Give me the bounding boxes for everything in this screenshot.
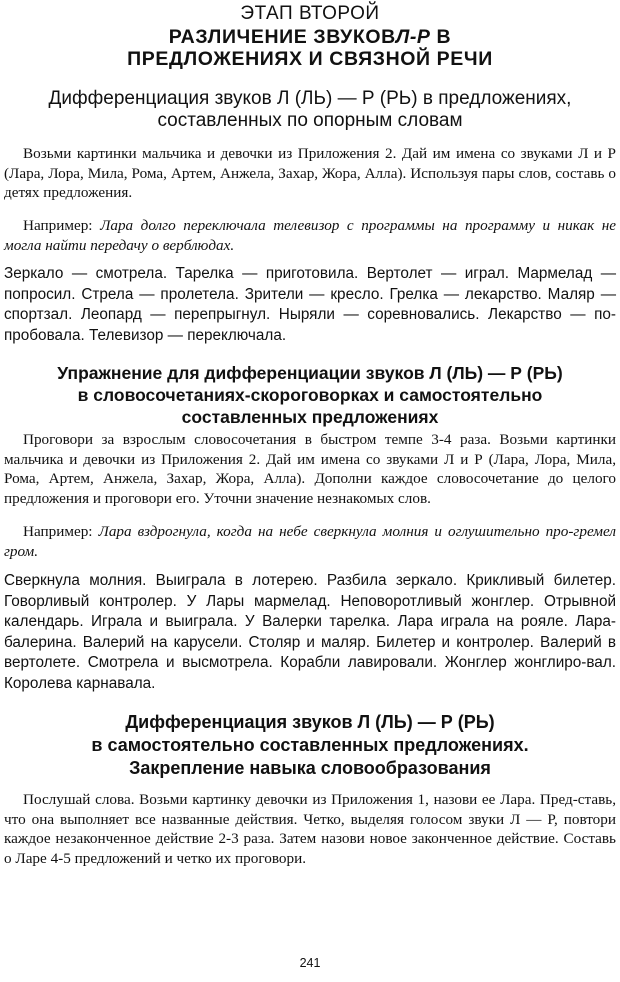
section2-example-label: Например: (23, 523, 99, 540)
section2-title-line3: составленных предложениях (181, 407, 439, 427)
section1-example-label: Например: (23, 217, 101, 234)
section1-instruction: Возьми картинки мальчика и девочки из Приложения 2. Дай им имена со звуками Л и Р (Лара, Лора, Мила, Рома, Артем, Анжела, Захар, Жора, Алла). Используя пары слов, составь о детях предложения. (4, 145, 616, 201)
chapter-title-line1 (0, 26, 620, 48)
stage-heading: ЭТАП ВТОРОЙ (240, 3, 380, 24)
chapter-title-prefix: РАЗЛИЧЕНИЕ ЗВУКОВ (168, 26, 396, 48)
section1-title-line2: составленных по опорным словам (157, 110, 463, 131)
section1-example (4, 216, 616, 255)
page-number: 241 (299, 956, 321, 970)
chapter-title-suffix: В (430, 26, 452, 48)
section1-example-text: Лара долго переключала телевизор с программы на программу и никак не могла найти передачу о верблюдах. (4, 217, 616, 254)
section3-title-line2: в самостоятельно составленных предложениях. (91, 735, 529, 755)
section2-example (4, 522, 616, 561)
section3-instruction: Послушай слова. Возьми картинку девочки из Приложения 1, назови ее Лара. Пред-ставь, что она выполняет все названные действия. Четко, выделяя голосом звуки Л — Р, повтори каждое незаконченное действие 2-3 раза. Затем назови новое законченное действие. Составь о Ларе 4-5 предложений и четко их проговори. (4, 791, 616, 867)
section2-example-text: Лара вздрогнула, когда на небе сверкнула молния и оглушительно про-гремел гром. (4, 523, 616, 560)
section3-title-line1: Дифференциация звуков Л (ЛЬ) — Р (РЬ) (125, 712, 495, 732)
section2-title-line2: в словосочетаниях-скороговорках и самостоятельно (77, 385, 543, 405)
section2-instruction: Проговори за взрослым словосочетания в быстром темпе 3-4 раза. Возьми картинки мальчика и девочки из Приложения 2. Дай им имена со звуками Л и Р (Лара, Лора, Мила, Рома, Артем, Анжела, Захар, Жора, Алла). Дополни каждое словосочетание до целого предложения и проговори его. Уточни значение незнакомых слов. (4, 431, 616, 507)
section3-title (0, 711, 620, 780)
section1-title (0, 88, 620, 132)
section2-title (0, 362, 620, 428)
section3-title-line3: Закрепление навыка словообразования (129, 758, 491, 778)
section2-phrases: Сверкнула молния. Выиграла в лотерею. Разбила зеркало. Крикливый билетер. Говорливый контролер. У Лары мармелад. Неповоротливый жонглер. Отрывной календарь. Играла и выиграла. У Валерки тарелка. Лара играла на рояле. Лара-балерина. Валерий на карусели. Столяр и маляр. Билетер и контролер. Валерий в вертолете. Смотрела и высмотрела. Корабли лавировали. Жонглер жонглиро-вал. Королева карнавала. (4, 572, 616, 692)
section1-word-pairs: Зеркало — смотрела. Тарелка — приготовила. Вертолет — играл. Мармелад — попросил. Стрела — пролетела. Зрители — кресло. Грелка — лекарство. Маляр — спортзал. Леопард — перепрыгнул. Ныряли — соревновались. Лекарство — по-пробовала. Телевизор — переключала. (4, 265, 616, 344)
chapter-title-line2: ПРЕДЛОЖЕНИЯХ И СВЯЗНОЙ РЕЧИ (127, 48, 493, 70)
section1-title-line1: Дифференциация звуков Л (ЛЬ) — Р (РЬ) в предложениях, (48, 88, 572, 109)
chapter-title (0, 26, 620, 70)
chapter-title-italic: Л-Р (395, 26, 431, 48)
section2-title-line1: Упражнение для дифференциации звуков Л (ЛЬ) — Р (РЬ) (57, 363, 563, 383)
